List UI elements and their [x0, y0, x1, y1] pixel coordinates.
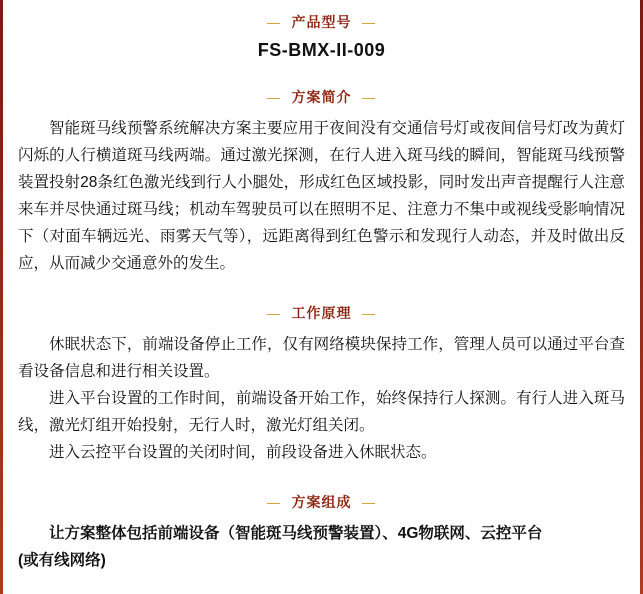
section-solution-intro — [18, 87, 625, 277]
paragraph: 智能斑马线预警系统解决方案主要应用于夜间没有交通信号灯或夜间信号灯改为黄灯闪烁的人行横道斑马线两端。通过激光探测，在行人进入斑马线的瞬间，智能斑马线预警装置投射28条红色激光线到行人小腿处，形成红色区域投影，同时发出声音提醒行人注意来车并尽快通过斑马线；机动车驾驶员可以在照明不足、注意力不集中或视线受影响情况下（对面车辆远光、雨雾天气等），远距离得到红色警示和发现行人动态，并及时做出反应，从而减少交通意外的发生。 — [18, 120, 625, 272]
section-heading-solution-intro — [18, 87, 625, 107]
heading-dash-right-icon: — — [361, 89, 376, 105]
paragraph: 休眠状态下，前端设备停止工作，仅有网络模块保持工作，管理人员可以通过平台查看设备信息和进行相关设置。 — [18, 336, 625, 380]
composition-line: 让方案整体包括前端设备（智能斑马线预警装置）、4G物联网、云控平台 — [49, 525, 543, 542]
paragraph: 进入平台设置的工作时间，前端设备开始工作，始终保持行人探测。有行人进入斑马线，激光灯组开始投射，无行人时，激光灯组关闭。 — [18, 390, 625, 434]
section-solution-composition — [18, 492, 625, 574]
left-edge-rule — [0, 0, 3, 594]
heading-dash-right-icon: — — [361, 494, 376, 510]
section-heading-text: 工作原理 — [291, 305, 352, 321]
section-product-model — [18, 12, 625, 61]
heading-dash-left-icon: — — [267, 494, 282, 510]
heading-dash-right-icon: — — [361, 305, 376, 321]
heading-dash-left-icon: — — [267, 305, 282, 321]
section-working-principle — [18, 303, 625, 466]
heading-dash-right-icon: — — [361, 14, 376, 30]
composition-line: (或有线网络) — [18, 552, 106, 569]
heading-dash-left-icon: — — [267, 89, 282, 105]
section-heading-text: 方案组成 — [291, 494, 352, 510]
product-model-value: FS-BMX-II-009 — [257, 40, 386, 60]
section-heading-solution-composition — [18, 492, 625, 512]
heading-dash-left-icon: — — [267, 14, 282, 30]
section-heading-text: 产品型号 — [291, 14, 352, 30]
paragraph: 进入云控平台设置的关闭时间，前段设备进入休眠状态。 — [49, 444, 437, 461]
section-heading-product-model — [18, 12, 625, 32]
section-heading-text: 方案简介 — [291, 89, 352, 105]
section-heading-working-principle — [18, 303, 625, 323]
